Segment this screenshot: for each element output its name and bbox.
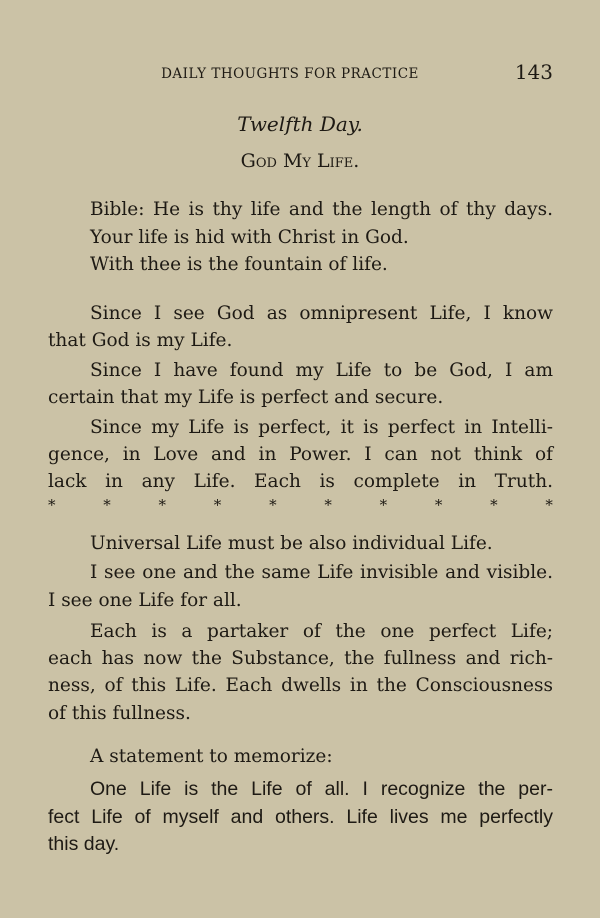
paragraph-line: lack in any Life. Each is complete in Truth. bbox=[48, 471, 553, 492]
paragraph-line: certain that my Life is perfect and secure. bbox=[48, 387, 444, 408]
asterisk: * bbox=[48, 496, 56, 514]
asterisk: * bbox=[158, 496, 167, 514]
paragraph-line: each has now the Substance, the fullness and rich- bbox=[48, 648, 553, 669]
statement-line: One Life is the Life of all. I recognize the per- bbox=[90, 778, 553, 800]
bible-line: Bible: He is thy life and the length of thy days. bbox=[90, 199, 553, 220]
memorize-label: A statement to memorize: bbox=[90, 746, 333, 767]
paragraph-line: Each is a partaker of the one perfect Life; bbox=[90, 621, 553, 642]
bible-line: Your life is hid with Christ in God. bbox=[90, 227, 409, 248]
asterisk: * bbox=[379, 496, 388, 514]
asterisk: * bbox=[324, 496, 332, 514]
paragraph-line: of this fullness. bbox=[48, 703, 191, 724]
asterisk: * bbox=[490, 496, 498, 514]
asterisk: * bbox=[434, 496, 443, 514]
paragraph-line: I see one Life for all. bbox=[48, 590, 242, 611]
paragraph-line: that God is my Life. bbox=[48, 330, 233, 351]
statement-line: this day. bbox=[48, 833, 120, 855]
section-title: God My Life. bbox=[240, 150, 360, 172]
asterisk: * bbox=[213, 496, 222, 514]
paragraph-line: gence, in Love and in Power. I can not think of bbox=[48, 444, 553, 465]
asterisk: * bbox=[545, 496, 553, 514]
statement-line: fect Life of myself and others. Life lives me perfectly bbox=[48, 806, 553, 828]
day-title: Twelfth Day. bbox=[237, 112, 363, 136]
page-number: 143 bbox=[514, 60, 553, 84]
paragraph-line: Since my Life is perfect, it is perfect in Intelli- bbox=[90, 417, 553, 438]
asterisk: * bbox=[103, 496, 111, 514]
asterisk: * bbox=[269, 496, 277, 514]
paragraph-line: Universal Life must be also individual Life. bbox=[90, 533, 493, 554]
paragraph-line: ness, of this Life. Each dwells in the Consciousness bbox=[48, 675, 553, 696]
running-header: DAILY THOUGHTS FOR PRACTICE bbox=[161, 66, 419, 82]
paragraph-line: Since I see God as omnipresent Life, I know bbox=[90, 303, 553, 324]
paragraph-line: Since I have found my Life to be God, I am bbox=[90, 360, 553, 381]
paragraph-line: I see one and the same Life invisible and visible. bbox=[90, 562, 553, 583]
bible-line: With thee is the fountain of life. bbox=[90, 254, 388, 275]
asterisk-separator bbox=[48, 496, 553, 514]
